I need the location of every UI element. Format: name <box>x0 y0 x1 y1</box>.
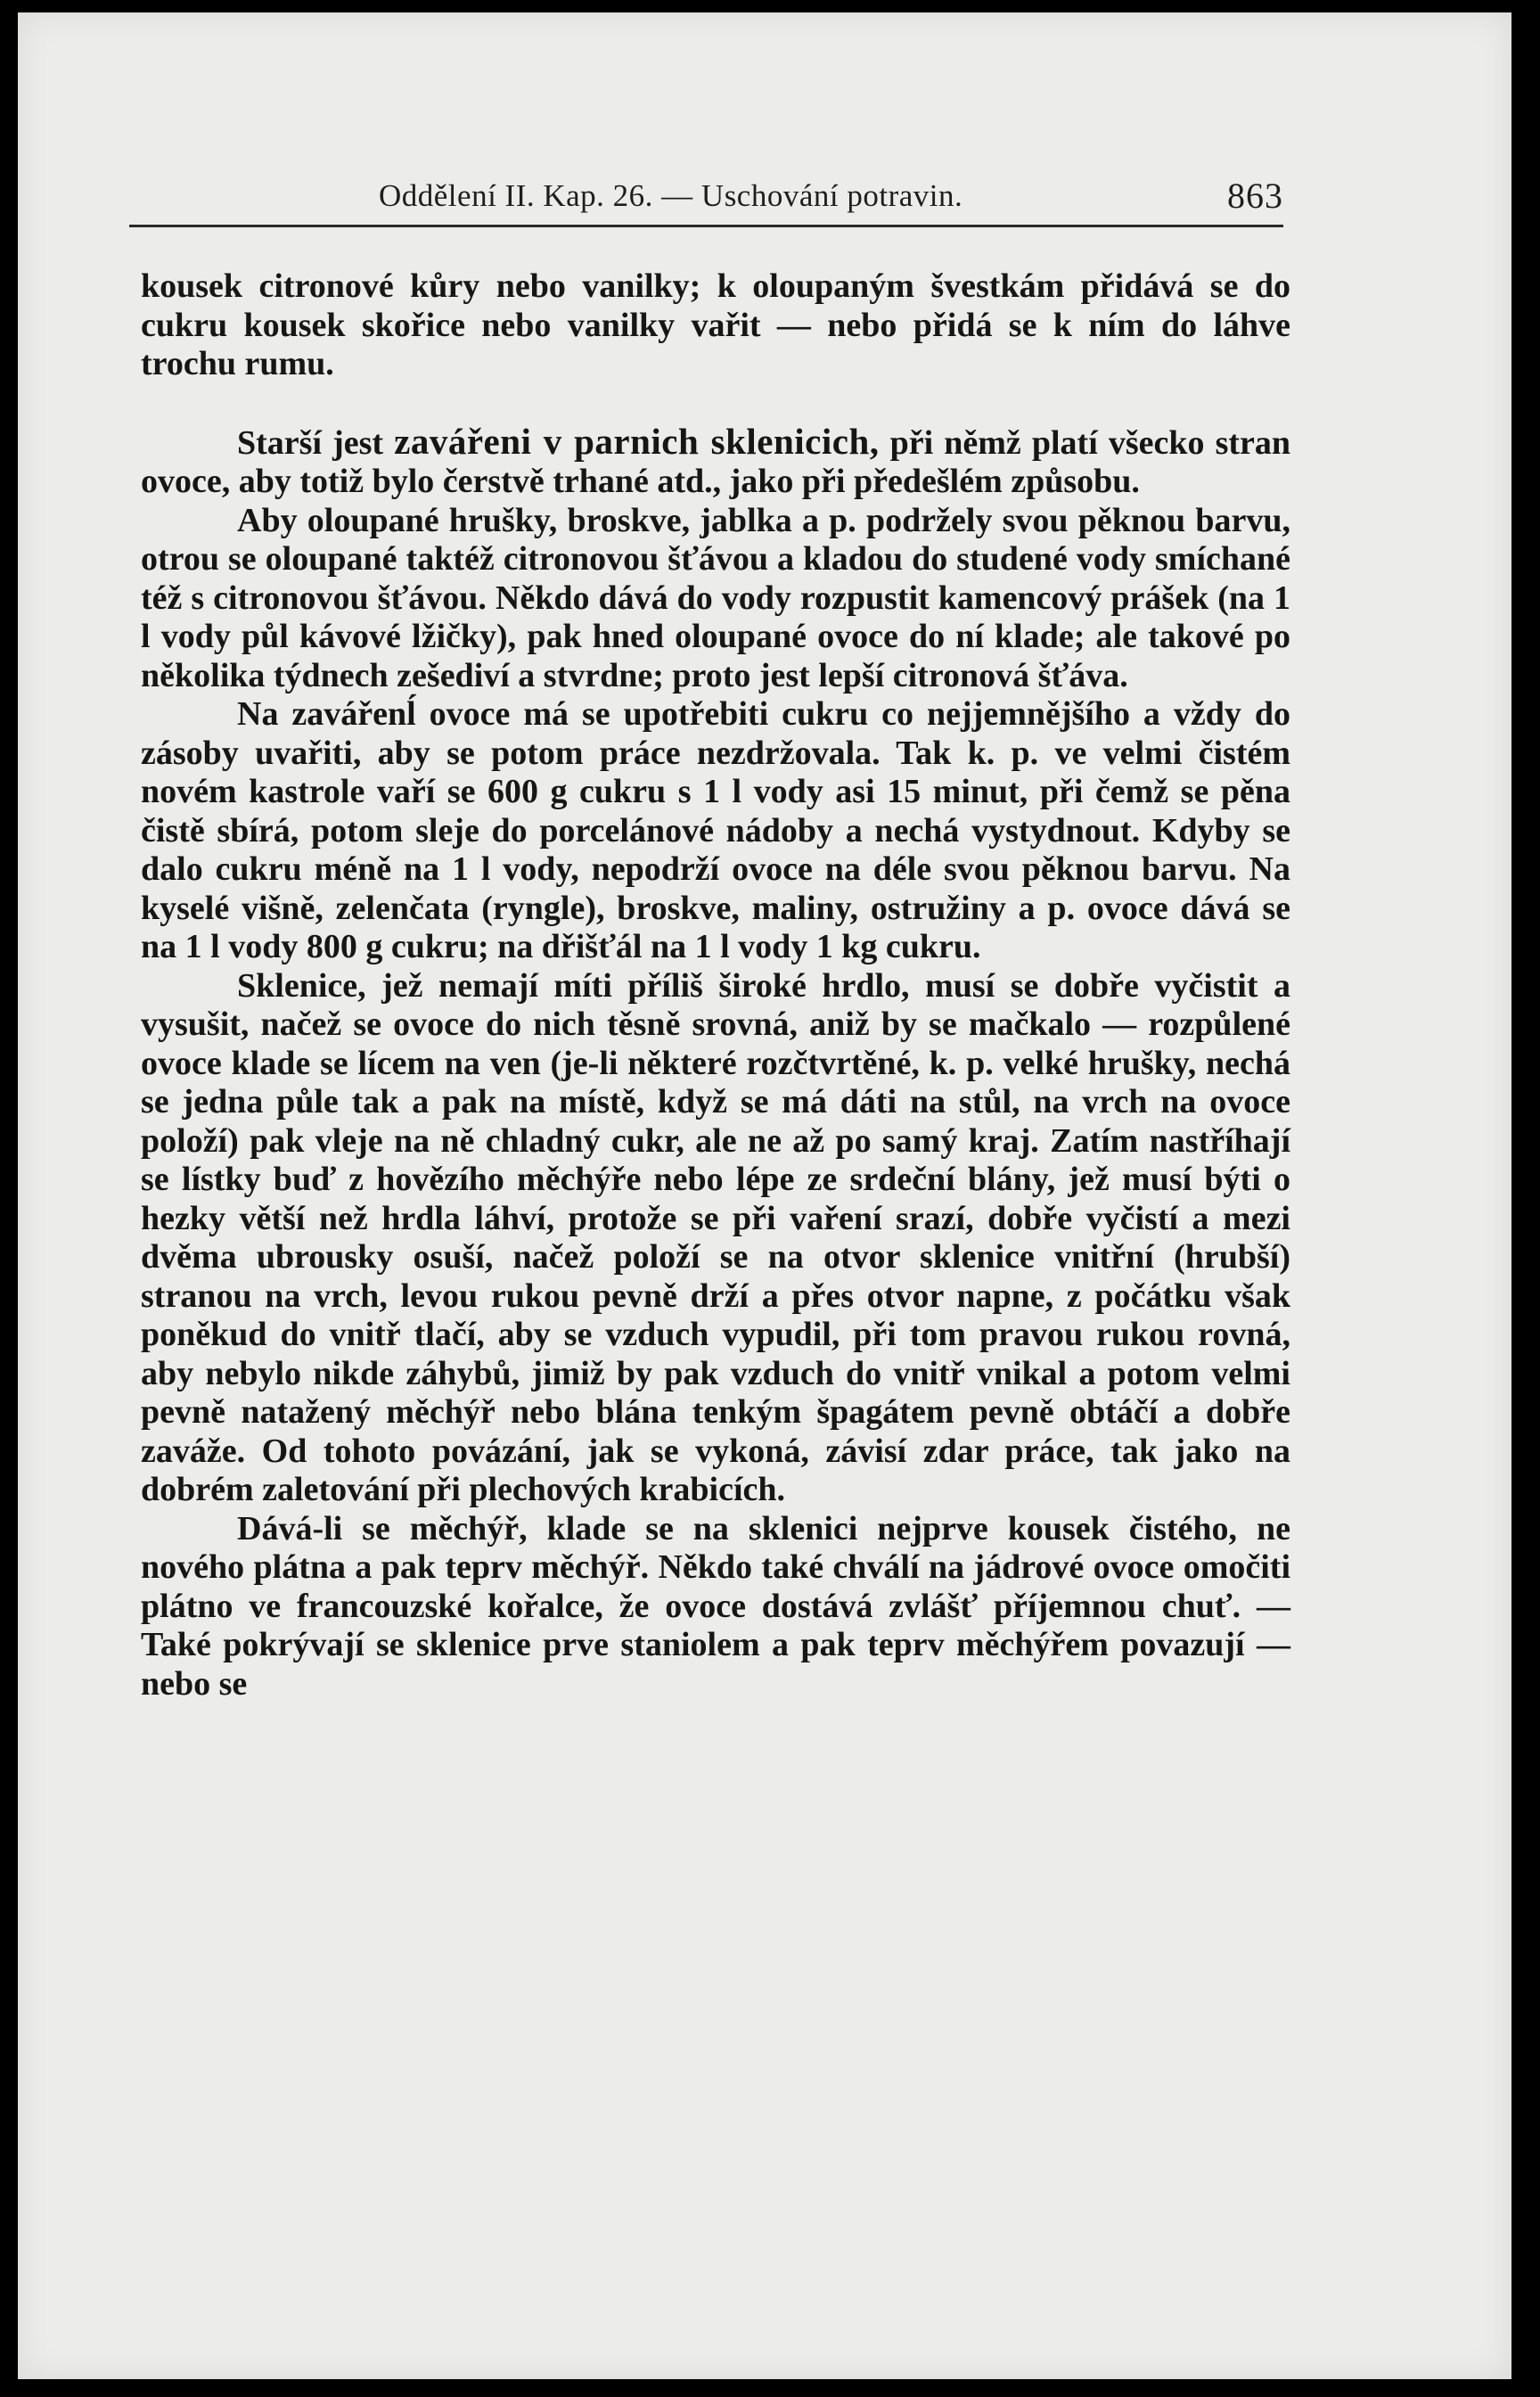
running-header <box>129 171 1283 223</box>
page-number: 863 <box>1227 176 1283 216</box>
spaced-term: zavářeni v parnich sklenicich, <box>394 420 880 462</box>
header-rule <box>129 225 1283 227</box>
paragraph: Na zavářenĺ ovoce má se upotřebiti cukru co nejjemnějšího a vždy do zásoby uvařiti, aby se potom práce nezdržovala. Tak k. p. ve velmi čistém novém kastrole vaří se 600 g cukru s 1 l vody asi 15 minut, při čemž se pěna čistě sbírá, potom sleje do porcelánové nádoby a nechá vystydnout. Kdyby se dalo cukru méně na 1 l vody, nepodrží ovoce na déle svou pěknou barvu. Na kyselé višně, zelenčata (ryngle), broskve, maliny, ostružiny a p. ovoce dává se na 1 l vody 800 g cukru; na dřišťál na 1 l vody 1 kg cukru. <box>141 695 1290 965</box>
paragraph <box>141 420 1291 502</box>
paragraph: Dává-li se měchýř, klade se na sklenici nejprve kousek čistého, ne nového plátna a pak teprv měchýř. Někdo také chválí na jádrové ovoce omočiti plátno ve francouzské kořalce, že ovoce dostává zvlášť příjemnou chuť. — Také pokrývají se sklenice prve staniolem a pak teprv měchýřem povazují — nebo se <box>141 1509 1290 1703</box>
paragraph-lead: Starší jest <box>237 423 395 462</box>
paragraph: kousek citronové kůry nebo vanilky; k oloupaným švestkám přidává se do cukru kousek skořice nebo vanilky vařit — nebo přidá se k ním do láhve trochu rumu. <box>141 267 1290 382</box>
page-body <box>141 267 1290 1703</box>
paragraph-rest: při němž platí všecko stran ovoce, aby totiž bylo čerstvě trhané atd., jako při předešlém způsobu. <box>141 423 1291 500</box>
paragraph: Sklenice, jež nemají míti příliš široké hrdlo, musí se dobře vyčistit a vysušit, načež se ovoce do nich těsně srovná, aniž by se mačkalo — rozpůlené ovoce klade se lícem na ven (je-li některé rozčtvrtěné, k. p. velké hrušky, nechá se jedna půle tak a pak na místě, když se má dáti na stůl, na vrch na ovoce položí) pak vleje na ně chladný cukr, ale ne až po samý kraj. Zatím nastříhají se lístky buď z hovězího měchýře nebo lépe ze srdeční blány, jež musí býti o hezky větší než hrdla láhví, protože se při vaření srazí, dobře vyčistí a mezi dvěma ubrousky osuší, načež položí se na otvor sklenice vnitřní (hrubší) stranou na vrch, levou rukou pevně drží a přes otvor napne, z počátku však poněkud do vnitř tlačí, aby se vzduch vypudil, při tom pravou rukou rovná, aby nebylo nikde záhybů, jimiž by pak vzduch do vnitř vnikal a potom velmi pevně natažený měchýř nebo blána tenkým špagátem pevně obtáčí a dobře zaváže. Od tohoto povázání, jak se vykoná, závisí zdar práce, tak jako na dobrém zaletování při plechových krabicích. <box>141 966 1290 1508</box>
header-title: Oddělení II. Kap. 26. — Uschování potravin. <box>379 178 963 213</box>
paragraph: Aby oloupané hrušky, broskve, jablka a p. podržely svou pěknou barvu, otrou se oloupané taktéž citronovou šťávou a kladou do studené vody smíchané též s citronovou šťávou. Někdo dává do vody rozpustit kamencový prášek (na 1 l vody půl kávové lžičky), pak hned oloupané ovoce do ní klade; ale takové po několika týdnech zešediví a stvrdne; proto jest lepší citronová šťáva. <box>141 501 1290 694</box>
